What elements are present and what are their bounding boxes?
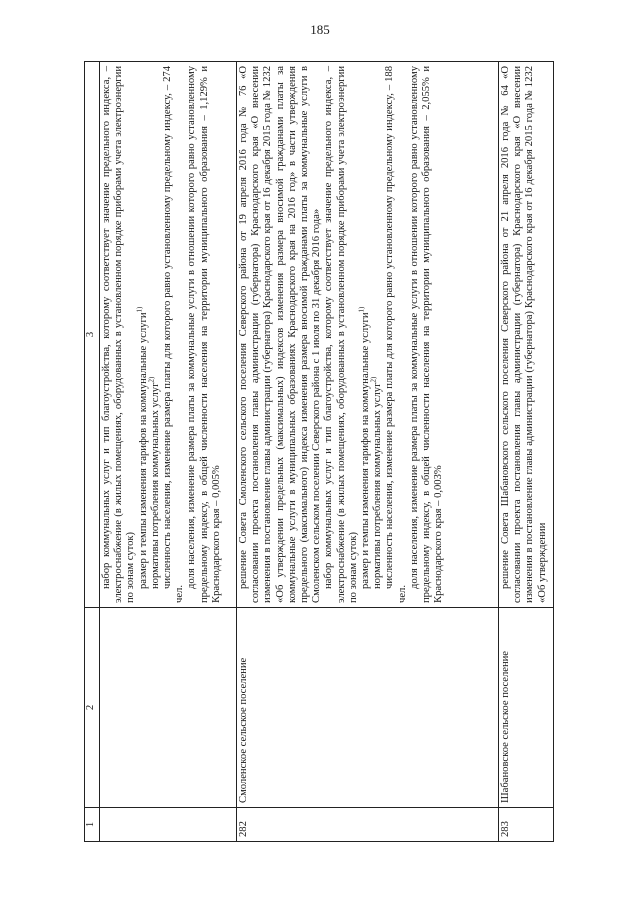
footnote-marker: 2) [147, 376, 156, 383]
description-paragraph: размер и темпы изменения тарифов на коммунальные услуги$^{1)}$ [135, 306, 149, 589]
settlement-name: Смоленское сельское поселение [237, 608, 499, 808]
rotated-table-container [84, 62, 554, 842]
description-paragraph: численность населения, изменение размера платы для которого равно установленному предельному индексу, – 188 чел. [384, 66, 408, 603]
description-paragraph: нормативы потребления коммунальных услуг$^{2)}$ [147, 376, 161, 589]
table-row [100, 62, 237, 842]
header-col-2: 2 [85, 608, 100, 808]
row-number: 283 [499, 808, 554, 842]
footnote-marker: 1) [357, 306, 366, 313]
row-description [100, 62, 237, 608]
footnote-marker: 2) [369, 376, 378, 383]
row-description [499, 62, 554, 608]
page-number: 185 [310, 22, 330, 37]
description-paragraph: набор коммунальных услуг и тип благоустройства, которому соответствует значение предельного индекса, – электроснабжение (в жилых помещениях, оборудованных в установленном порядке приборами учета электроэнергии по зонам суток) [323, 66, 359, 603]
row-number: 282 [237, 808, 499, 842]
description-paragraph: решение Совета Шабановского сельского поселения Северского района от 21 апреля 2016 года № 64 «О согласовании проекта постановления главы администрации (губернатора) Краснодарского края «О внесении изменения в постановление главы администрации (губернатора) Краснодарского края от 16 декабря 2015 года № 1232 «Об утверждении [500, 66, 548, 603]
description-paragraph: доля населения, изменение размера платы за коммунальные услуги в отношении которого равно установленному предельному индексу, в общей численности населения на территории муниципального образования – 1,129% и Краснодарского края – 0,005% [186, 66, 222, 603]
table-header-row [85, 62, 100, 842]
municipal-index-table [84, 61, 554, 842]
header-col-1: 1 [85, 808, 100, 842]
settlement-name: Шабановское сельское поселение [499, 608, 554, 808]
description-paragraph: численность населения, изменение размера платы для которого равно установленному предельному индексу, – 274 чел. [162, 66, 186, 603]
row-number [100, 808, 237, 842]
table-row [499, 62, 554, 842]
description-paragraph: решение Совета Смоленского сельского поселения Северского района от 19 апреля 2016 года № 76 «О согласовании проекта постановления главы администрации (губернатора) Краснодарского края «О внесении изменения в постановление главы администрации (губернатора) Краснодарского края от 16 декабря 2015 года № 1232 «Об утверждении предельных (максимальных) индексов изменения размера вносимой гражданами платы за коммунальные услуги в муниципальных образованиях Краснодарского края на 2016 год» в части утверждения предельного (максимального) индекса изменения размера вносимой гражданами платы за коммунальные услуги в Смоленском сельском поселении Северского района с 1 июля по 31 декабря 2016 года» [238, 66, 323, 603]
row-description [237, 62, 499, 608]
description-paragraph: размер и темпы изменения тарифов на коммунальные услуги$^{1)}$ [357, 306, 372, 589]
description-paragraph: нормативы потребления коммунальных услуг$^{2)}$ [369, 376, 384, 589]
table-row [237, 62, 499, 842]
footnote-marker: 1) [135, 306, 144, 313]
description-paragraph: набор коммунальных услуг и тип благоустройства, которому соответствует значение предельного индекса, – электроснабжение (в жилых помещениях, оборудованных в установленном порядке приборами учета электроэнергии по зонам суток) [101, 66, 137, 603]
description-paragraph: доля населения, изменение размера платы за коммунальные услуги в отношении которого равно установленному предельному индексу, в общей численности населения на территории муниципального образования – 2,055% и Краснодарского края – 0,003% [408, 66, 445, 603]
header-col-3: 3 [85, 62, 100, 608]
settlement-name [100, 608, 237, 808]
